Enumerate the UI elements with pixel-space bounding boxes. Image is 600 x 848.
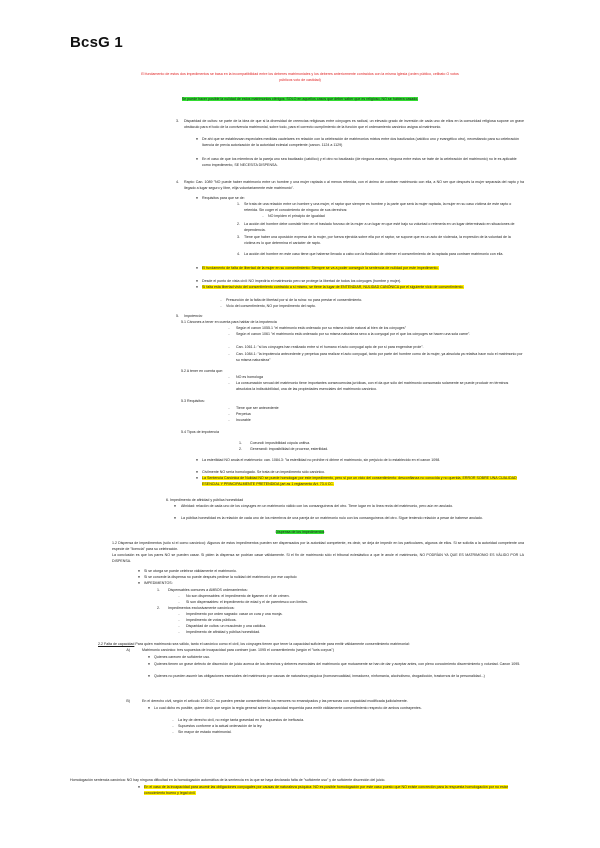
section-4: 4. Rapto: Can. 1089 "NO puede haber matrimonio entre un hombre y una mujer raptada o al menos retenida, con el ánimo de contraer matrimonio con ella, a NO ser que después la mujer separada del rapto y ha llegado a lugar seguro y libre, elija voluntariamente este matrimonio".: [176, 180, 524, 190]
section-6-bullet-1: ● Afinidad: relación de cada uno de los cónyuges en un matrimonio válido con los consanguíneos del otro. Tiene lugar en la línea recta del matrimonio, pero aún en anulado.: [173, 504, 454, 508]
section-5-4-item-2: 2. Generandi: imposibilidad de procrear, esterilidad.: [239, 447, 329, 451]
impedimentos-2-item-4: - Impedimento de afinidad y pública honestidad.: [178, 630, 261, 634]
section-5-bullet-1: ● La esterilidad NO anula el matrimonio: can. 1084.3: "la esterilidad no prohíbe ni dirime el matrimonio, sin perjuicio de lo establecido en el canon 1098.: [195, 458, 441, 462]
impedimentos-2-item-1: - Impedimento por orden sagrado: casar un cura y una monja.: [178, 612, 283, 616]
section-5-2-item-1: - NO es homologa: [228, 375, 263, 379]
impedimentos-2: 2. Impedimentos exclusivamente canónicos:: [157, 606, 235, 610]
dispensa-paragraph-2: La conclusión es que los pares NO se pueden casar. Si piden la dispensa se podrían casar válidamente. Si el fin de matrimonio sólo el tribunal eclesiástico a que le anule el matrimonio, NO PODRÍAN YA QUE ES MATRIMONIO ES VÁLIDO POR LA DISPENSA.: [112, 553, 524, 563]
intro-red-paragraph: El fundamento de estos dos impedimentos se basa en la incompatibilidad entre los deberes matrimoniales y los deberes anteriormente contraídos con la misma Iglesia (orden público, celibato O votos públicos voto de castidad): [141, 72, 459, 82]
section-5: 5. Impotencia:: [176, 314, 203, 318]
capacidad-lead: 2.2 Falta de capacidad Para quien matrimonio sea válido, tanto el canónico como el civil, los cónyuges tienen que tener la capacidad suficiente para emitir válidamente consentimiento matrimonial:: [98, 642, 410, 646]
dispensa-heading: Dispensa de los impedimentos: [275, 530, 325, 534]
section-6: 6. Impedimento de afinidad y pública honestidad: [166, 498, 244, 502]
capacidad-b-bullet-1: ● Lo cual dicho es posible, quiere decir que según la regla general sobre la capacidad requerida para emitir válidamente consentimiento respecto de ambos contrayentes.: [147, 706, 422, 710]
section-4-dash-1: - Presunción de la falta de libertad por si de la ruina: no para prestar el consentimiento.: [220, 298, 363, 302]
capacidad-a-bullet-2: ● Quienes tienen un grave defecto de discreción de juicio acerca de los derechos y deberes esenciales del matrimonio que mutuamente se han de dar y aceptar antes, con pleno conocimiento discernimiento y voluntad. Canon 1095.: [147, 662, 521, 666]
impedimentos-2-item-2: - Impedimento de votos públicos.: [178, 618, 237, 622]
section-4-bullet-3: ● Si falta esta libertad visto del consentimiento contraído a sí mismo, se tiene la lugar de ENTENDIAR, NULIDAD CANÓNICA por el siguiente vicio de consentimiento.: [195, 285, 464, 289]
section-5-1: 5.1 Cánones a tener en cuenta para hablar de la impotencia: [181, 320, 277, 324]
capacidad-b: B) En el derecho civil, según el artículo 1045 CC no pueden prestar consentimiento los menores no emancipados y las personas con capacidad modificada judicialmente.: [126, 699, 408, 703]
canon-1: - Según el canon 1055.1 "el matrimonio está ordenado por su misma índole natural al bien de los cónyuges": [228, 326, 406, 330]
section-4-bullet-2: ● Desde el punto de vista civil: NO impediría el matrimonio pero se protege la libertad de todos los cónyuges (hombre y mujer).: [195, 279, 402, 283]
requisite-4: 4. La acción del hombre en este caso tiene que haberse llevado a cabo con la finalidad de obtener el consentimiento de la raptada para contraer matrimonio con ella.: [237, 252, 504, 256]
section-4-requisites-label: ● Requisitos para que se de:: [195, 196, 245, 200]
section-4-dash-2: - Vicio del consentimiento, NO por impedimento del rapto.: [220, 304, 316, 308]
impedimentos-1: 1. Dispensables comunes a AMBOS ordenamientos:: [157, 588, 248, 592]
requisite-1: 1. Se trata de una relación entre un hombre y una mujer, el raptor que siempre es hombre y la parte que será la mujer raptada, la mujer en su caso víctima de este rapto o retenida. Sin coger el conocimiento de ninguno de sus derechos:: [237, 202, 512, 212]
section-5-2: 5.2 A tener en cuenta que:: [181, 369, 223, 373]
dispensa-paragraph: 1.2 Dispensa de impedimentos (sólo si el como canónico): Algunos de estos impedimentos pueden ser dispensados por la autoridad competente, es decir, se deja de impedir en los particulares, algunos de ellos. Si se solicita a la autoridad competente una especie de "licencia" para su celebración.: [112, 541, 524, 551]
capacidad-b-bullet-2: - La ley de derecho civil, no exige tanta gravedad en los supuestos de ineficacia.: [172, 718, 305, 722]
footer-line-1: Homologación sentencia canónica: NO hay ninguna dificultad en la homologación automática de la sentencia en la que se haya declarado falta de "suficiente uso" y de suficiente discreción del juicio.: [70, 778, 386, 782]
requisite-3: 3. Tiene que haber una oposición expresa de la mujer, por fuerza ejercida sobre ella por el raptor, se supone que es un acto de violencia, la expresión de la voluntad de la víctima es lo que determina el carácter de rapto.: [237, 235, 511, 245]
capacidad-a-bullet-1: ● Quienes carecen de suficiente uso.: [147, 655, 211, 659]
capacidad-a: A) Matrimonio canónico: tres supuestos de incapacidad para contraer (can. 1095 el consentimiento (según el "iuris corpus"): [126, 648, 334, 652]
section-4-bullet-1: ● El fundamento de falta de libertad de la mujer en su consentimiento: Siempre se va a poder conseguir la sentencia de nulidad por este impedimento.: [195, 266, 439, 270]
requisite-2: 2. La acción del hombre debe consistir bien en el traslado forzoso de la mujer a un lugar en que esté bajo su voluntad o retenerla en un lugar determinado en situaciones de dependencia.: [237, 222, 515, 232]
impedimentos-2-item-3: - Disparidad de cultos: un musulmán y una católica.: [178, 624, 267, 628]
section-5-4-item-1: 1. Coeundi: imposibilidad cópula unitiva.: [239, 441, 311, 445]
section-3-bullet-2: ● En el caso de que los miembros de la pareja uno sea bautizado (católico) y el otro no bautizado (de ninguna manera, ninguna entre estos se trate de la celebración del matrimonio) no le es aplicable como impedimento, SE NECESITA DISPENSA.: [195, 157, 517, 167]
section-5-bullet-2: ● Civilmente NO sería homologado. Se trata de un impedimento sólo canónico.: [195, 470, 326, 474]
impedimentos-label: ● IMPEDIMENTOS:: [137, 581, 173, 585]
requisite-dash: - NO impiden el principio de igualdad: [262, 214, 325, 218]
capacidad-a-bullet-3: ● Quienes no pueden asumir las obligaciones esenciales del matrimonio por causas de naturaleza psíquica (homosexualidad, inmadurez, ninfomanía, alcoholismo, drogadicción, trastornos de la personalidad...): [147, 674, 485, 678]
capacidad-b-bullet-4: - Sin mayor de estado matrimonial.: [172, 730, 232, 734]
dispensa-bullet-1: ● Si se otorga se puede celebrar válidamente el matrimonio.: [137, 569, 237, 573]
canon-2: - Según el canon 1061 "el matrimonio está ordenado por su misma naturaleza sexo a la conyugal por el que los cónyuges se hacen una sola carne".: [228, 332, 471, 336]
canon-3: - Can. 1061.1: "si los cónyuges han realizado entre sí el humano el acto conyugal apto de por sí para engendrar prole".: [228, 345, 424, 349]
capacidad-b-bullet-3: - Supuestos conforme a la actual ordenación de la ley.: [172, 724, 263, 728]
section-5-2-item-2: - La consumación sexual del matrimonio tiene importantes consecuencias jurídicas, con el da que sólo del matrimonio consumado solamente se puede producir en términos absolutos la indisolubilidad, una de las propiedades esenciales del matrimonio canónico.: [228, 381, 509, 391]
footer-line-2: ● En el caso de la incapacidad para asumir las obligaciones conyugales por causas de naturaleza psíquica: NO es posible homologación por este caso puesto que NO existe concreción para la respuesta homologación por no estar conocimiento bueno y legal civil.: [137, 785, 508, 795]
page-title: BcsG 1: [70, 34, 123, 51]
section-3-bullet-1: ● De ahí que se establezcan especiales medidas cautelares en relación con la celebración de matrimonios mixtos entre dos bautizados (católico uno y evangélico otro), necesitando para su celebración licencia de previa autorización de la autoridad eclesial competente (canon. 1124 a 1129): [195, 137, 520, 147]
section-5-bullet-3: ● La Sentencia Canónica de Nulidad NO se puede homologar por este impedimento, pero si por un vicio del consentimiento: desconfianza no conocida y no querida, ERROR SOBRE UNA CUALIDAD ESENCIAL Y PRINCIPALMENTE PRETENDIDA (art as 1 reglamento Art. 73.4 CC.: [195, 476, 517, 486]
section-5-3-item-3: - Incurable: [228, 418, 251, 422]
impedimentos-1-item-2: - Si son dispensables: el impedimento de edad y el de parentesco con límites.: [178, 600, 308, 604]
impedimentos-1-item-1: - No son dispensables: el impedimento de ligamen ni el de crimen.: [178, 594, 290, 598]
intro-green-paragraph: Se puede hacer posible la nulidad de estos matrimonios clérigos: SOLO en aquellos casos que deber saber que es religioso, NO se hubiera casado.: [181, 97, 419, 101]
section-3: 3. Disparidad de cultos: se parte de la idea de que si la diversidad de creencias religiosas entre cónyuges es radical, un elevado grado de inversión de cada uno de ellos en la comunidad religiosa supone un grave obstáculo para el todo de la convivencia matrimonial, sobre todo, para el correcto cumplimiento de la función que el ordenamiento canónico asigna al matrimonio.: [176, 119, 524, 129]
canon-4: - Can. 1084.1: "la impotencia antecedente y perpetua para realizar el acto conyugal, tanto por parte del hombre como de la mujer, ya absoluta ya relativa hace nulo el matrimonio por su misma naturaleza": [228, 352, 523, 362]
section-5-3-item-1: - Tiene que ser antecedente: [228, 406, 279, 410]
dispensa-bullet-2: ● Si se concede la dispensa no puede después pedirse la nulidad del matrimonio por ese capítulo: [137, 575, 297, 579]
section-5-3: 5.3 Requisitos:: [181, 399, 205, 403]
section-5-4: 5.4 Tipos de impotencia: [181, 430, 219, 434]
section-5-3-item-2: - Perpetua: [228, 412, 251, 416]
section-6-bullet-2: ● La pública honestidad es la relación de cada uno de los miembros de una pareja de un matrimonio nulo con los consanguíneos del otro. Sigue teniendo relación a pesar de haberse anulado.: [173, 516, 483, 520]
